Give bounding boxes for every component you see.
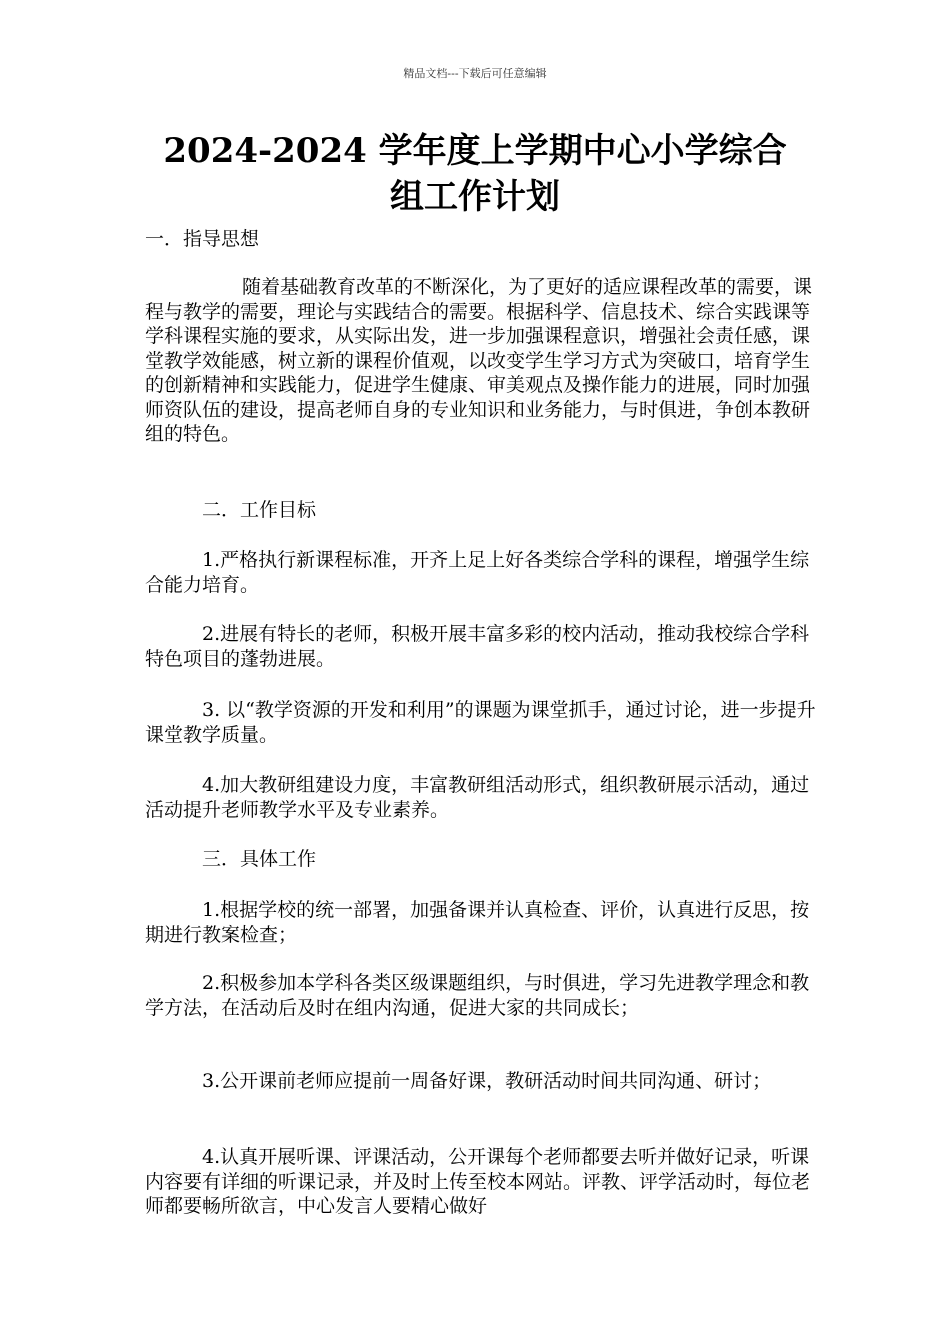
section-1-heading: 一．指导思想 [145,228,260,250]
section-1-paragraph: 随着基础教育改革的不断深化，为了更好的适应课程改革的需要，课程与教学的需要，理论与实践结合的需要。根据科学、信息技术、综合实践课等学科课程实施的要求，从实际出发，进一步加强课程意识，增强社会责任感，课堂教学效能感，树立新的课程价值观，以改变学生学习方式为突破口，培育学生的创新精神和实践能力，促进学生健康、审美观点及操作能力的进展，同时加强师资队伍的建设，提高老师自身的专业知识和业务能力，与时俱进，争创本教研组的特色。 [145,276,813,445]
section-2-item: 2.进展有特长的老师，积极开展丰富多彩的校内活动，推动我校综合学科特色项目的蓬勃进展。 [145,623,810,670]
section-3-heading: 三．具体工作 [202,848,317,870]
section-2-item: 1.严格执行新课程标准，开齐上足上好各类综合学科的课程，增强学生综合能力培育。 [145,549,810,596]
section-3-item: 3.公开课前老师应提前一周备好课，教研活动时间共同沟通、研讨； [202,1070,772,1092]
title-line-2: 组工作计划 [390,177,560,217]
header-note: 精品文档---下载后可任意编辑 [403,67,547,80]
title-line-1: 2024-2024 学年度上学期中心小学综合 [163,131,787,171]
section-2-heading: 二．工作目标 [202,499,317,521]
section-3-item: 1.根据学校的统一部署，加强备课并认真检查、评价，认真进行反思，按期进行教案检查； [145,899,810,946]
section-3-item: 4.认真开展听课、评课活动，公开课每个老师都要去听并做好记录，听课内容要有详细的听课记录，并及时上传至校本网站。评教、评学活动时，每位老师都要畅所欲言，中心发言人要精心做好 [145,1146,811,1217]
section-2-item: 3. 以“教学资源的开发和利用”的课题为课堂抓手，通过讨论，进一步提升课堂教学质量。 [145,699,816,746]
section-3-item: 2.积极参加本学科各类区级课题组织，与时俱进，学习先进教学理念和教学方法，在活动后及时在组内沟通，促进大家的共同成长； [145,972,810,1019]
section-2-item: 4.加大教研组建设力度，丰富教研组活动形式，组织教研展示活动，通过活动提升老师教学水平及专业素养。 [145,774,810,821]
document-title [120,128,830,220]
